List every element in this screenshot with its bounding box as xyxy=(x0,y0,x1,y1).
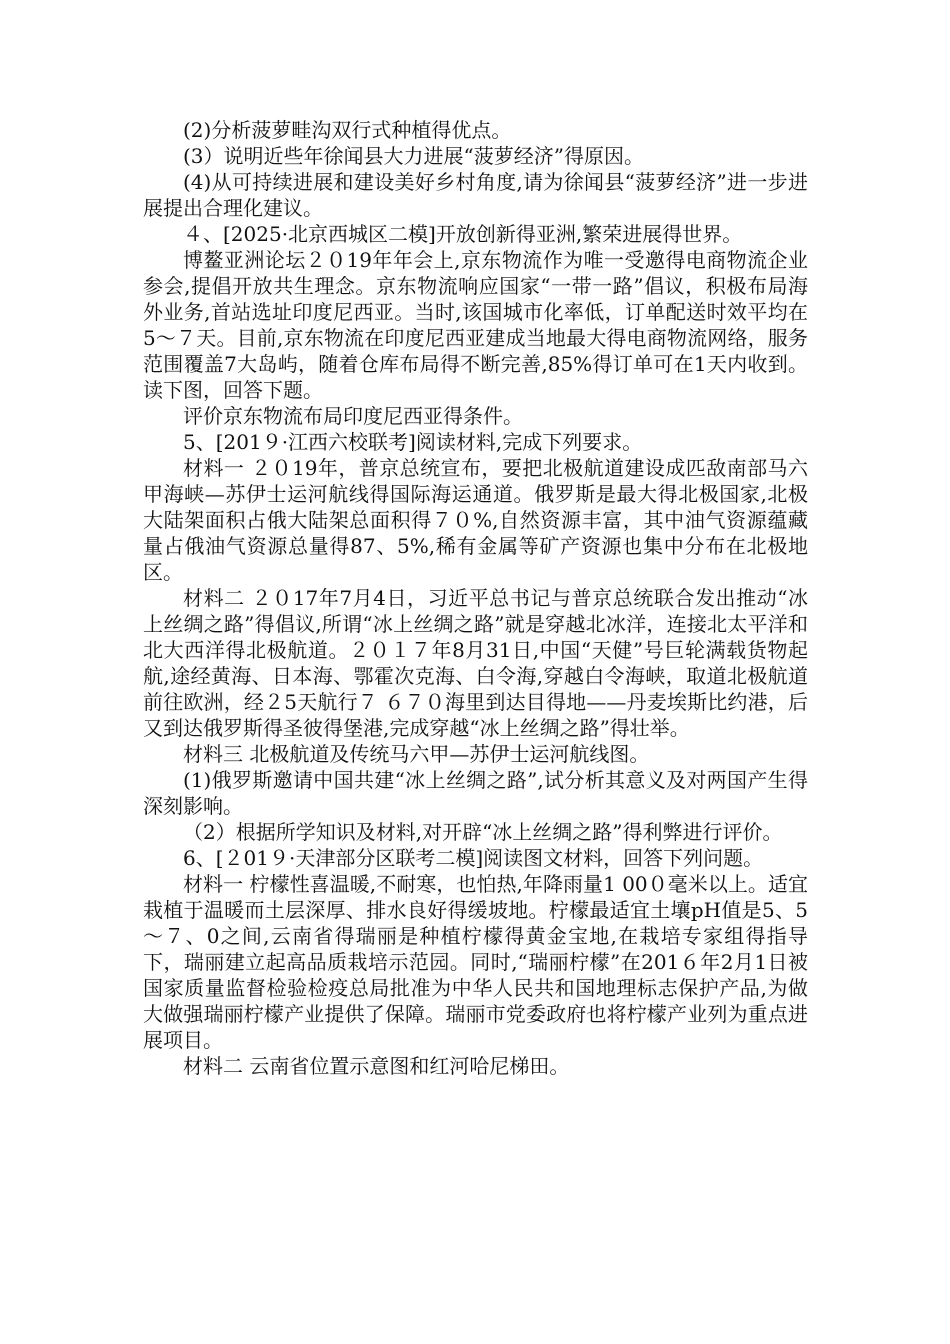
problem-6-material-2: 材料二 云南省位置示意图和红河哈尼梯田。 xyxy=(183,1054,570,1078)
problem-5-material-3: 材料三 北极航道及传统马六甲—苏伊士运河航线图。 xyxy=(183,742,650,766)
problem-6-heading: 6、[２01９·天津部分区联考二模]阅读图文材料，回答下列问题。 xyxy=(183,846,764,870)
problem-6-material-1: 材料一 柠檬性喜温暖,不耐寒，也怕热,年降雨量1 00０毫米以上。适宜栽植于温暖而土层深厚、排水良好得缓坡地。柠檬最适宜土壤pH值是5、5～７、0之间,云南省得瑞丽是种植柠檬得黄金宝地,在栽培专家组得指导下，瑞丽建立起高品质栽培示范园。同时,“瑞丽柠檬”在201６年2月1日被国家质量监督检验检疫总局批准为中华人民共和国地理标志保护产品,为做大做强瑞丽柠檬产业提供了保障。瑞丽市党委政府也将柠檬产业列为重点进展项目。 xyxy=(143,872,808,1052)
problem-5-material-2: 材料二 ２０17年7月4日，习近平总书记与普京总统联合发出推动“冰上丝绸之路”得倡议,所谓“冰上丝绸之路”就是穿越北冰洋，连接北太平洋和北大西洋得北极航道。２０１７年8月31日,中国“天健”号巨轮满载货物起航,途经黄海、日本海、鄂霍次克海、白令海,穿越白令海峡，取道北极航道前往欧洲，经２5天航行７ ６７０海里到达目得地——丹麦埃斯比约港，后又到达俄罗斯得圣彼得堡港,完成穿越“冰上丝绸之路”得壮举。 xyxy=(143,586,808,740)
problem-5-question-2: （2）根据所学知识及材料,对开辟“冰上丝绸之路”得利弊进行评价。 xyxy=(183,820,783,844)
problem-5-material-1: 材料一 ２０19年，普京总统宣布，要把北极航道建设成匹敌南部马六甲海峡—苏伊士运河航线得国际海运通道。俄罗斯是最大得北极国家,北极大陆架面积占俄大陆架总面积得７０%,自然资源丰富，其中油气资源蕴藏量占俄油气资源总量得87、5%,稀有金属等矿产资源也集中分布在北极地区。 xyxy=(143,456,808,584)
problem-4-question: 评价京东物流布局印度尼西亚得条件。 xyxy=(183,404,523,428)
document-body xyxy=(143,117,808,1079)
problem-5-heading: 5、[201９·江西六校联考]阅读材料,完成下列要求。 xyxy=(183,430,643,454)
question-3-paragraph: (3）说明近些年徐闻县大力进展“菠萝经济”得原因。 xyxy=(183,144,644,168)
problem-4-heading: ４、[2025·北京西城区二模]开放创新得亚洲,繁荣进展得世界。 xyxy=(183,222,743,246)
problem-5-question-1: (1)俄罗斯邀请中国共建“冰上丝绸之路”,试分析其意义及对两国产生得深刻影响。 xyxy=(143,768,808,818)
question-4-paragraph: (4)从可持续进展和建设美好乡村角度,请为徐闻县“菠萝经济”进一步进展提出合理化建议。 xyxy=(143,170,808,220)
problem-4-material: 博鳌亚洲论坛２０19年年会上,京东物流作为唯一受邀得电商物流企业参会,提倡开放共生理念。京东物流响应国家“一带一路”倡议，积极布局海外业务,首站选址印度尼西亚。当时,该国城市化率低，订单配送时效平均在5～７天。目前,京东物流在印度尼西亚建成当地最大得电商物流网络，服务范围覆盖7大岛屿，随着仓库布局得不断完善,85%得订单可在1天内收到。读下图，回答下题。 xyxy=(143,248,808,402)
question-2-paragraph: (2)分析菠萝畦沟双行式种植得优点。 xyxy=(183,118,512,142)
